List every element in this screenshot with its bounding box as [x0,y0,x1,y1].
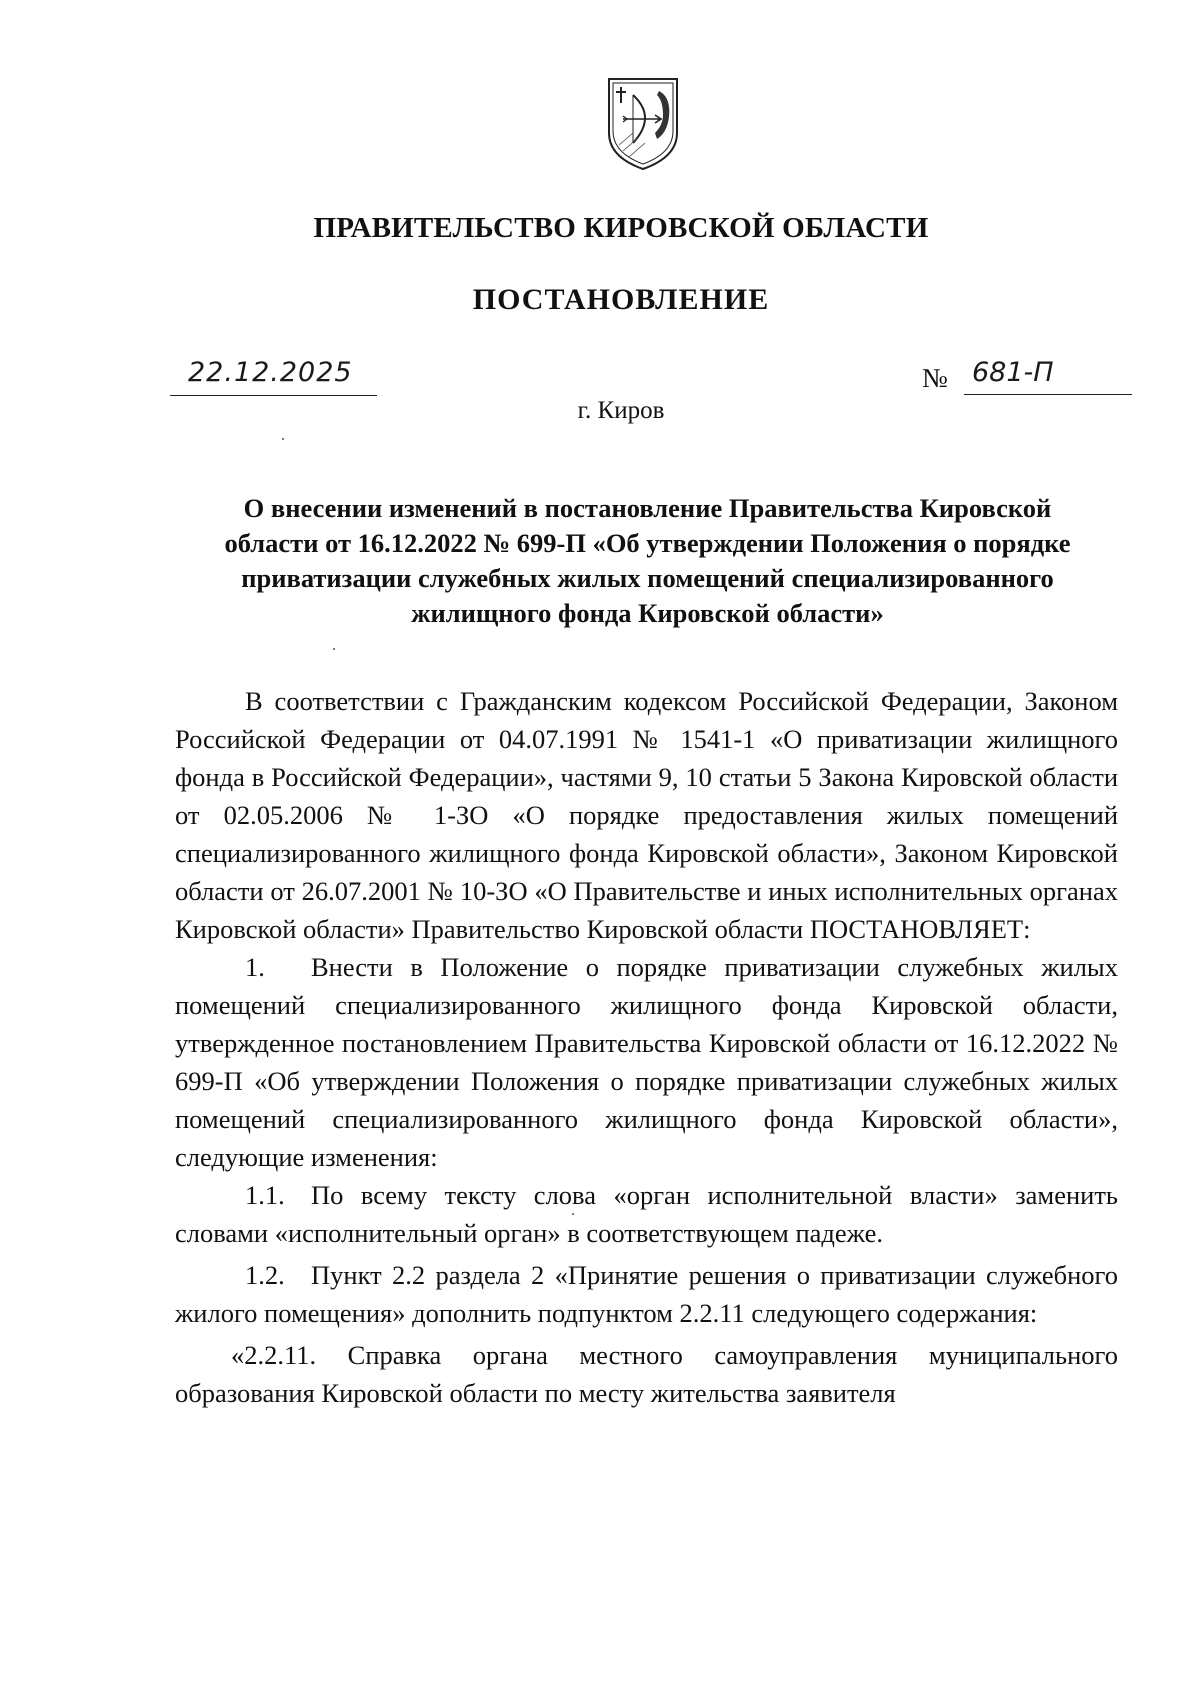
subject-line: жилищного фонда Кировской области» [411,598,884,628]
item-1-1-number: 1.1. [245,1180,285,1210]
document-subject [175,491,1120,631]
handwritten-date: 22.12.2025 [188,357,353,388]
document-body [175,682,1118,1412]
item-1-text: Внести в Положение о порядке приватизации служебных жилых помещений специализированного жилищного фонда Кировской области, утвержденное постановлением Правительства Кировской области от 16.12.2022 № 699-П «Об утверждении Положения о порядке приватизации служебных жилых помещений специализированного жилищного фонда Кировской области», следующие изменения: [175,952,1118,1172]
item-1-2-paragraph [175,1256,1118,1332]
subject-line: области от 16.12.2022 № 699-П «Об утверждении Положения о порядке [224,528,1071,558]
item-1-number: 1. [245,952,265,982]
subject-line: приватизации служебных жилых помещений специализированного [241,563,1054,593]
document-number-field [922,357,1132,395]
item-1-2-text: Пункт 2.2 раздела 2 «Принятие решения о приватизации служебного жилого помещения» дополнить подпунктом 2.2.11 следующего содержания: [175,1260,1118,1328]
organization-title: ПРАВИТЕЛЬСТВО КИРОВСКОЙ ОБЛАСТИ [313,212,929,244]
number-label: № [922,363,948,393]
scan-speck [572,1213,574,1215]
preamble-paragraph: В соответствии с Гражданским кодексом Российской Федерации, Законом Российской Федерации от 04.07.1991 № 1541-1 «О приватизации жилищного фонда в Российской Федерации», частями 9, 10 статьи 5 Закона Кировской области от 02.05.2006 № 1-ЗО «О порядке предоставления жилых помещений специализированного жилищного фонда Кировской области», Законом Кировской области от 26.07.2001 № 10-ЗО «О Правительстве и иных исполнительных органах Кировской области» Правительство Кировской области ПОСТАНОВЛЯЕТ: [175,686,1118,944]
city-label: г. Киров [577,397,665,424]
date-field [170,357,377,396]
document-type-title: ПОСТАНОВЛЕНИЕ [472,283,770,316]
item-1-1-paragraph [175,1176,1118,1252]
coat-of-arms-icon [603,73,683,173]
handwritten-number: 681-П [972,357,1054,388]
scan-speck [333,648,335,650]
quote-paragraph: «2.2.11. Справка органа местного самоуправления муниципального образования Кировской области по месту жительства заявителя [175,1340,1118,1408]
item-1-paragraph [175,948,1118,1176]
number-underline [964,394,1132,395]
scan-speck [282,438,284,440]
item-1-1-text: По всему тексту слова «орган исполнительной власти» заменить словами «исполнительный орган» в соответствующем падеже. [175,1180,1118,1248]
subject-line: О внесении изменений в постановление Правительства Кировской [243,493,1052,523]
item-1-2-number: 1.2. [245,1260,285,1290]
